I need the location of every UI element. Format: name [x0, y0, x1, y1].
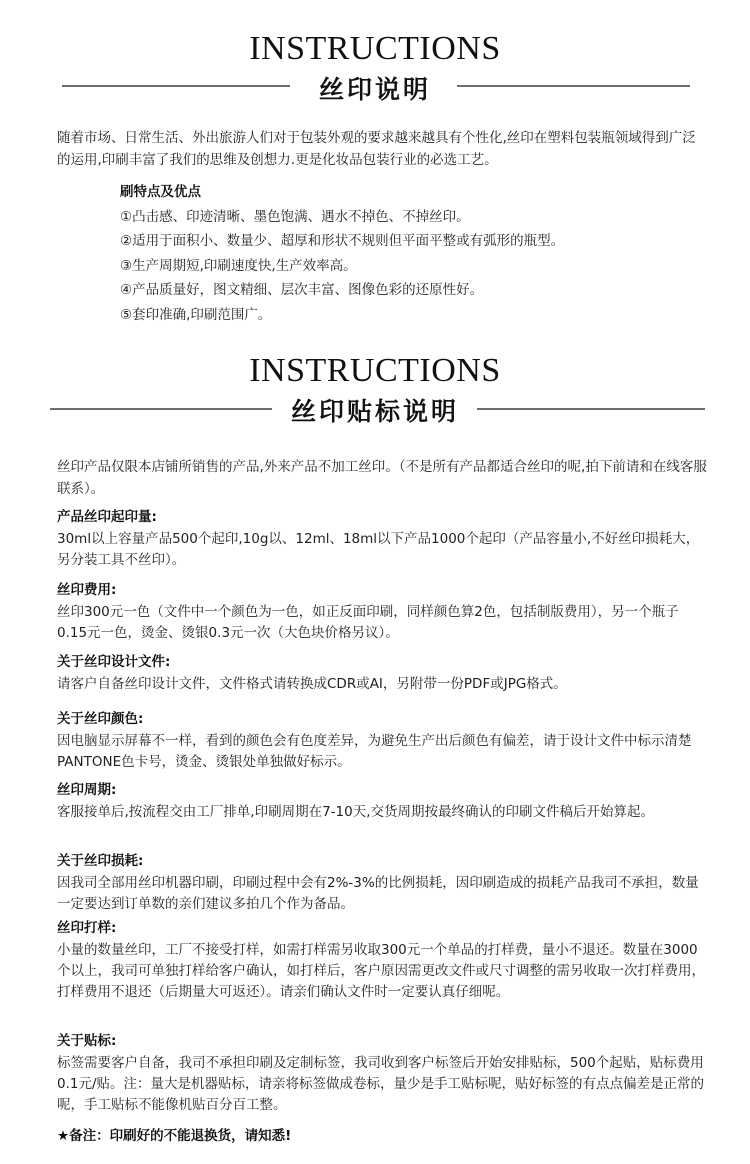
section2-title-cn: 丝印贴标说明 [290, 397, 459, 426]
feature-item: ④产品质量好，图文精细、层次丰富、图像色彩的还原性好。 [120, 282, 484, 298]
feature-item: ②适用于面积小、数量少、超厚和形状不规则但平面平整或有弧形的瓶型。 [120, 233, 565, 249]
block-body: 小量的数量丝印，工厂不接受打样，如需打样需另收取300元一个单品的打样费，量小不退还。数量在3000个以上，我司可单独打样给客户确认，如打样后，客户原因需更改文件或尺寸调整的需另收取一次打样费用，打样费用不退还（后期量大可返还）。请亲们确认文件时一定要认真仔细呢。 [57, 942, 705, 1000]
block-body: 因电脑显示屏幕不一样，看到的颜色会有色度差异，为避免生产出后颜色有偏差，请于设计文件中标示清楚PANTONE色卡号，烫金、烫银处单独做好标示。 [57, 733, 692, 770]
feature-item: ③生产周期短,印刷速度快,生产效率高。 [120, 257, 357, 274]
section2-intro: 丝印产品仅限本店铺所销售的产品,外来产品不加工丝印。（不是所有产品都适合丝印的呢,拍下前请和在线客服联系）。 [57, 459, 707, 497]
block-heading: 丝印打样: [57, 920, 117, 936]
divider-right [457, 85, 690, 87]
features-heading: 刷特点及优点 [120, 184, 201, 200]
block-heading: 关于贴标: [57, 1033, 117, 1049]
section2-title-en: INSTRUCTIONS [249, 352, 501, 389]
section1-title-cn: 丝印说明 [318, 75, 431, 104]
features-list [120, 180, 564, 327]
feature-item: ①凸击感、印迹清晰、墨色饱满、遇水不掉色、不掉丝印。 [120, 208, 470, 225]
block-heading: 关于丝印颜色: [57, 711, 144, 727]
block-body: 请客户自备丝印设计文件，文件格式请转换成CDR或AI，另附带一份PDF或JPG格式。 [57, 676, 567, 692]
block-design-files [57, 652, 707, 695]
feature-item: ⑤套印准确,印刷范围广。 [120, 306, 272, 323]
block-body: 因我司全部用丝印机器印刷，印刷过程中会有2%-3%的比例损耗，因印刷造成的损耗产品我司不承担，数量一定要达到订单数的亲们建议多拍几个作为备品。 [57, 875, 699, 912]
section1-title-en: INSTRUCTIONS [249, 30, 501, 67]
block-body: 30ml以上容量产品500个起印,10g以、12ml、18ml以下产品1000个起印（产品容量小,不好丝印损耗大，另分装工具不丝印）。 [57, 531, 700, 568]
section1-title-row [0, 70, 750, 110]
block-colors [57, 709, 707, 773]
block-body: 客服接单后,按流程交由工厂排单,印刷周期在7-10天,交货周期按最终确认的印刷文件稿后开始算起。 [57, 804, 655, 820]
block-fees [57, 580, 707, 644]
block-heading: 产品丝印起印量: [57, 509, 157, 525]
block-sampling [57, 918, 707, 1003]
divider-right [477, 408, 705, 410]
block-min-quantity [57, 507, 707, 571]
section1-intro: 随着市场、日常生活、外出旅游人们对于包装外观的要求越来越具有个性化,丝印在塑料包装瓶领域得到广泛的运用,印刷丰富了我们的思维及创想力.更是化妆品包装行业的必选工艺。 [57, 130, 696, 168]
block-body: 丝印300元一色（文件中一个颜色为一色，如正反面印刷，同样颜色算2色，包括制版费用），另一个瓶子0.15元一色，烫金、烫银0.3元一次（大色块价格另议）。 [57, 604, 679, 641]
block-heading: 关于丝印损耗: [57, 853, 144, 869]
block-cycle [57, 780, 707, 823]
note-no-returns: ★备注：印刷好的不能退换货，请知悉! [57, 1128, 292, 1144]
block-loss [57, 851, 707, 915]
block-heading: 关于丝印设计文件: [57, 654, 171, 670]
block-labeling [57, 1031, 707, 1116]
block-heading: 丝印周期: [57, 782, 117, 798]
block-body: 标签需要客户自备，我司不承担印刷及定制标签，我司收到客户标签后开始安排贴标，500个起贴，贴标费用0.1元/贴。注：量大是机器贴标，请亲将标签做成卷标，量少是手工贴标呢，贴好标签的有点点偏差是正常的呢，手工贴标不能像机贴百分百工整。 [57, 1055, 705, 1113]
block-heading: 丝印费用: [57, 582, 117, 598]
section2-title-row [0, 392, 750, 432]
